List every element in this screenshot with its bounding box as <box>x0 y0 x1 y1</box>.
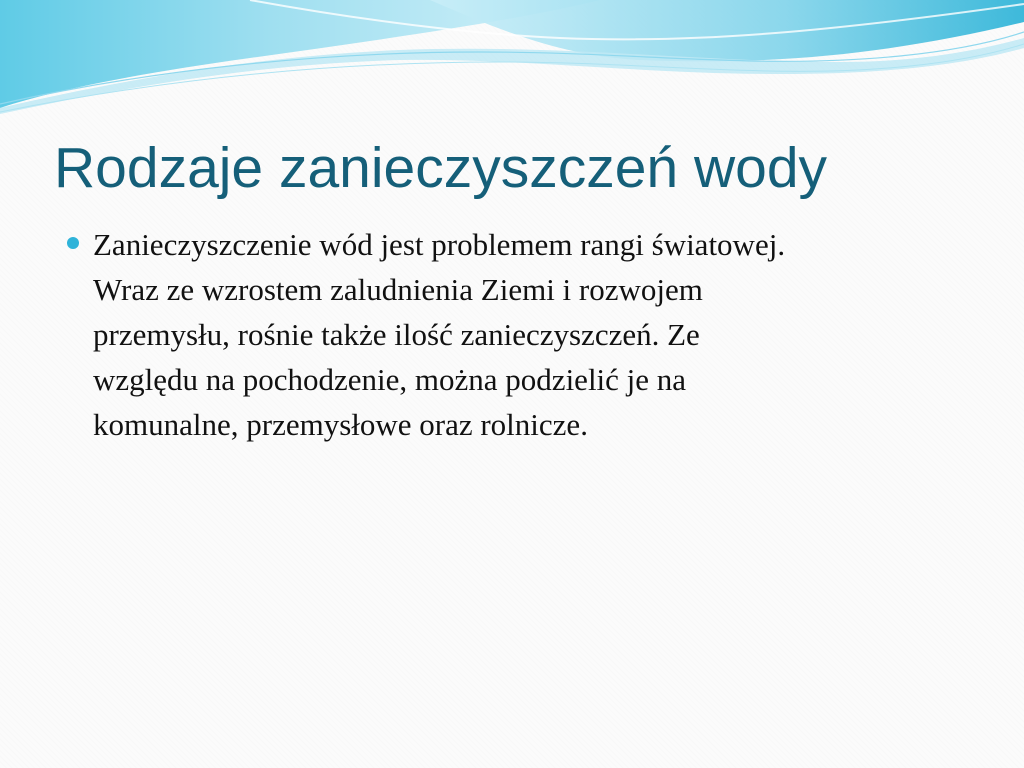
bullet-text-line: Zanieczyszczenie wód jest problemem rangi światowej. <box>93 227 786 262</box>
bullet-item <box>65 222 975 447</box>
bullet-text-line: przemysłu, rośnie także ilość zanieczyszczeń. Ze <box>93 317 700 352</box>
bullet-dot-icon <box>67 237 79 249</box>
bullet-list <box>65 222 975 447</box>
header-wave-decoration <box>0 0 1024 130</box>
slide-title: Rodzaje zanieczyszczeń wody <box>54 136 828 200</box>
bullet-text-line: Wraz ze wzrostem zaludnienia Ziemi i rozwojem <box>93 272 703 307</box>
bullet-text-line: względu na pochodzenie, można podzielić je na <box>93 362 687 397</box>
bullet-text-line: komunalne, przemysłowe oraz rolnicze. <box>93 407 588 442</box>
